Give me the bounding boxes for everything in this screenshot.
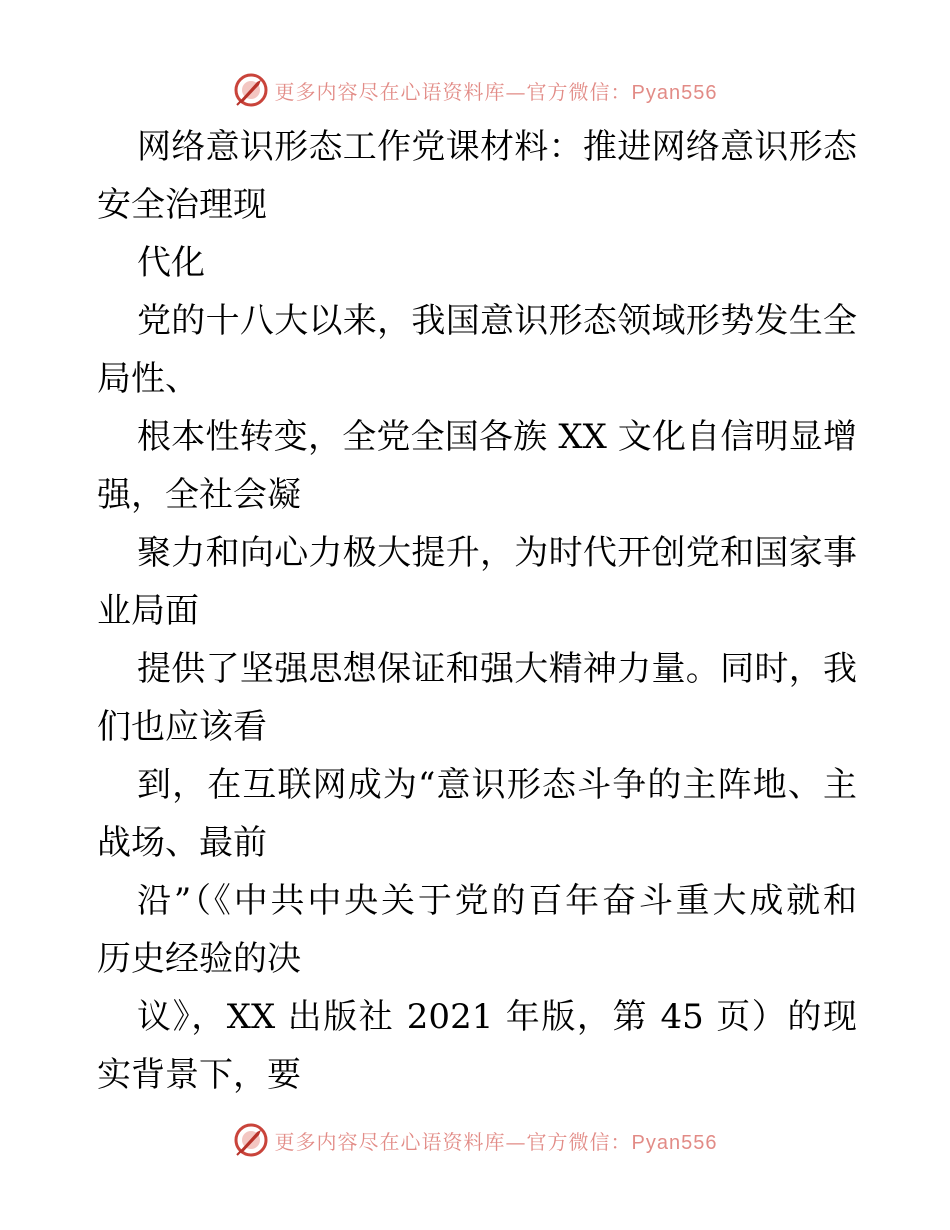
paragraph-line: 强，全社会凝	[97, 475, 301, 515]
paragraph-line: 聚力和向心力极大提升，为时代开创党和国家事	[137, 533, 857, 573]
watermark-text	[275, 76, 718, 105]
paragraph-line: 党的十八大以来，我国意识形态领域形势发生全	[137, 301, 857, 341]
paragraph-line: 局性、	[97, 359, 199, 399]
watermark-label: 更多内容尽在心语资料库—官方微信：	[274, 79, 632, 104]
paragraph-line: 业局面	[97, 591, 199, 631]
watermark-label: 更多内容尽在心语资料库—官方微信：	[274, 1129, 632, 1154]
quill-seal-icon	[233, 1122, 269, 1158]
watermark-text	[275, 1126, 718, 1155]
paragraph-line: 网络意识形态工作党课材料：推进网络意识形态	[137, 127, 857, 167]
paragraph-line: 实背景下，要	[97, 1055, 301, 1095]
header-watermark	[0, 70, 950, 110]
paragraph-line: 到，在互联网成为“意识形态斗争的主阵地、主	[137, 765, 857, 805]
paragraph-line: 沿”（《中共中央关于党的百年奋斗重大成就和	[137, 881, 857, 921]
quill-seal-icon	[233, 72, 269, 108]
paragraph-line: 安全治理现	[97, 185, 267, 225]
paragraph-line: 代化	[137, 243, 205, 283]
paragraph-line: 战场、最前	[97, 823, 267, 863]
paragraph-line: 历史经验的决	[97, 939, 301, 979]
paragraph-line: 议》，XX 出版社 2021 年版，第 45 页）的现	[137, 997, 857, 1037]
paragraph-line: 提供了坚强思想保证和强大精神力量。同时，我	[137, 649, 857, 689]
document-body	[97, 118, 857, 1104]
paragraph-line: 们也应该看	[97, 707, 267, 747]
footer-watermark	[0, 1120, 950, 1160]
watermark-wechat-id: Pyan556	[631, 1131, 718, 1154]
watermark-wechat-id: Pyan556	[631, 81, 718, 104]
paragraph-line: 根本性转变，全党全国各族 XX 文化自信明显增	[137, 417, 857, 457]
